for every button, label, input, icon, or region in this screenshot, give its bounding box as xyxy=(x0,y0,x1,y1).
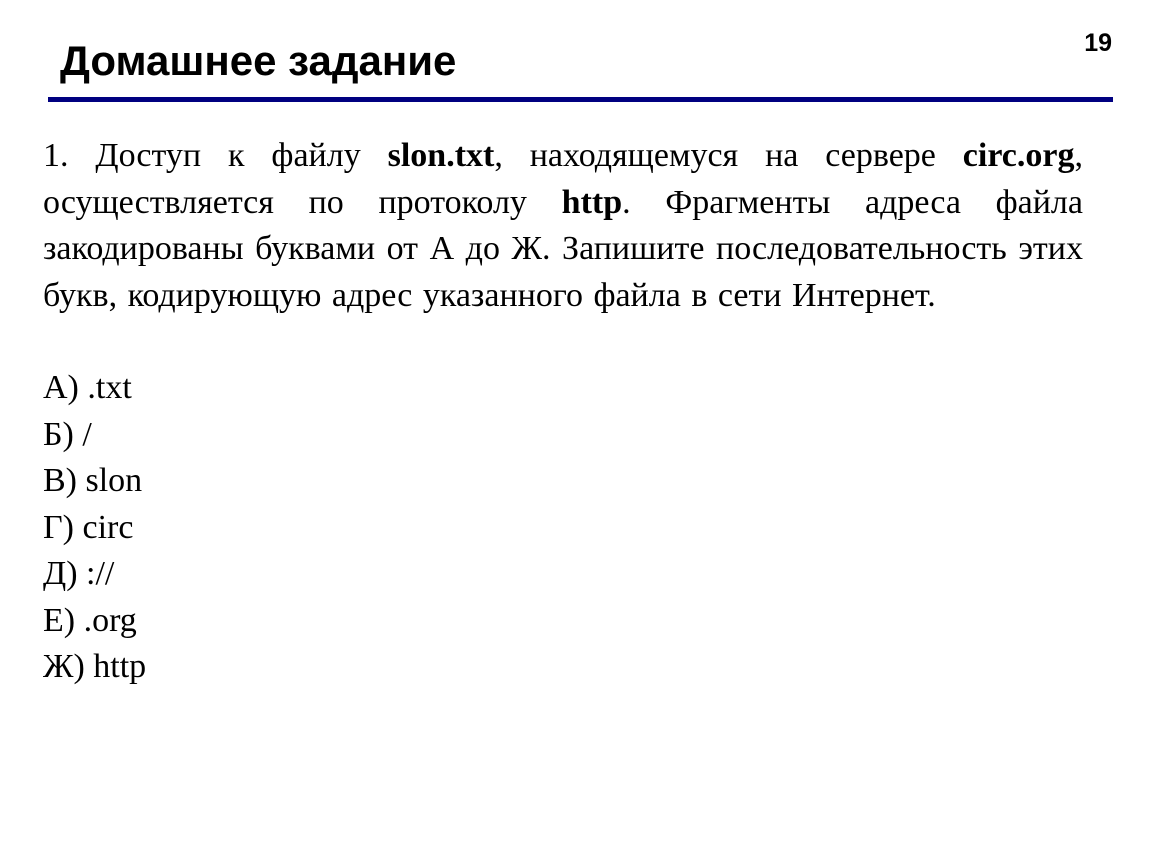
option-g: Г) circ xyxy=(43,508,134,546)
slide-number: 19 xyxy=(1084,29,1112,57)
file-name: slon.txt xyxy=(387,137,495,174)
option-e: Е) .org xyxy=(43,601,137,639)
protocol-name: http xyxy=(561,183,623,221)
option-d: Д) :// xyxy=(43,555,115,592)
answer-options xyxy=(43,365,1083,691)
option-b: Б) / xyxy=(43,415,92,453)
task-text-part-2: , находящемуся на сервере xyxy=(494,137,963,174)
option-v: В) slon xyxy=(43,462,143,499)
slide-title: Домашнее задание xyxy=(60,37,457,84)
task-text-part-1: 1. Доступ к файлу xyxy=(43,137,388,174)
option-zh: Ж) http xyxy=(43,648,147,685)
task-block xyxy=(43,133,1083,691)
server-name: circ.org xyxy=(962,137,1075,174)
task-text-part-4: . Фрагменты адреса файла закодированы буквами от А до Ж. Запишите последовательность этих букв, кодирующую адрес указанного файла в сети Интернет. xyxy=(43,183,1083,314)
title-divider xyxy=(48,97,1113,102)
option-a: А) .txt xyxy=(43,369,132,406)
task-text xyxy=(43,133,1083,319)
task-text-part-3: , осуществляется по протоколу xyxy=(43,137,1083,221)
